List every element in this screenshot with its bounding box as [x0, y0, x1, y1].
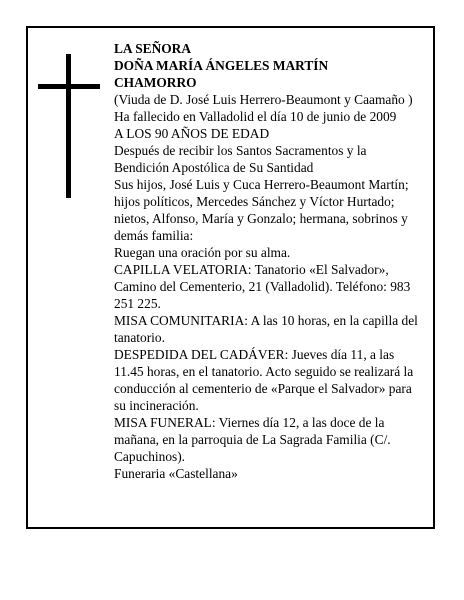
family-text: Sus hijos, José Luis y Cuca Herrero-Beaumont Martín; hijos políticos, Mercedes Sánchez y Víctor Hurtado; nietos, Alfonso, María y Gonzalo; hermana, sobrinos y demás familia: — [114, 177, 409, 243]
prayer-line: Ruegan una oración por su alma. — [114, 245, 291, 260]
heading-line-2: DOÑA MARÍA ÁNGELES MARTÍN — [114, 58, 329, 73]
farewell-text: DESPEDIDA DEL CADÁVER: Jueves día 11, a las 11.45 horas, en el tanatorio. Acto seguido se realizará la conducción al cementerio de «Parque el Salvador» para su incineración. — [114, 347, 414, 413]
community-mass-text: MISA COMUNITARIA: A las 10 horas, en la capilla del tanatorio. — [114, 313, 418, 345]
sacraments-line-2: Bendición Apostólica de Su Santidad — [114, 160, 314, 175]
funeral-mass-text: MISA FUNERAL: Viernes día 12, a las doce de la mañana, en la parroquia de La Sagrada Familia (C/. Capuchinos). — [114, 415, 391, 464]
age-line: A LOS 90 AÑOS DE EDAD — [114, 126, 270, 141]
heading-line-3: CHAMORRO — [114, 75, 197, 90]
death-line: Ha fallecido en Valladolid el día 10 de junio de 2009 — [114, 109, 397, 124]
obituary-text — [114, 40, 426, 482]
funeral-home: Funeraria «Castellana» — [114, 466, 238, 481]
widow-line: (Viuda de D. José Luis Herrero-Beaumont y Caamaño ) — [114, 92, 413, 107]
cross-horizontal-bar — [38, 84, 100, 89]
sacraments-line-1: Después de recibir los Santos Sacramentos y la — [114, 143, 367, 158]
cross-icon — [38, 54, 100, 198]
heading-line-1: LA SEÑORA — [114, 41, 192, 56]
cross-vertical-bar — [66, 54, 71, 198]
chapel-text: CAPILLA VELATORIA: Tanatorio «El Salvador», Camino del Cementerio, 21 (Valladolid). Teléfono: 983 251 225. — [114, 262, 411, 311]
